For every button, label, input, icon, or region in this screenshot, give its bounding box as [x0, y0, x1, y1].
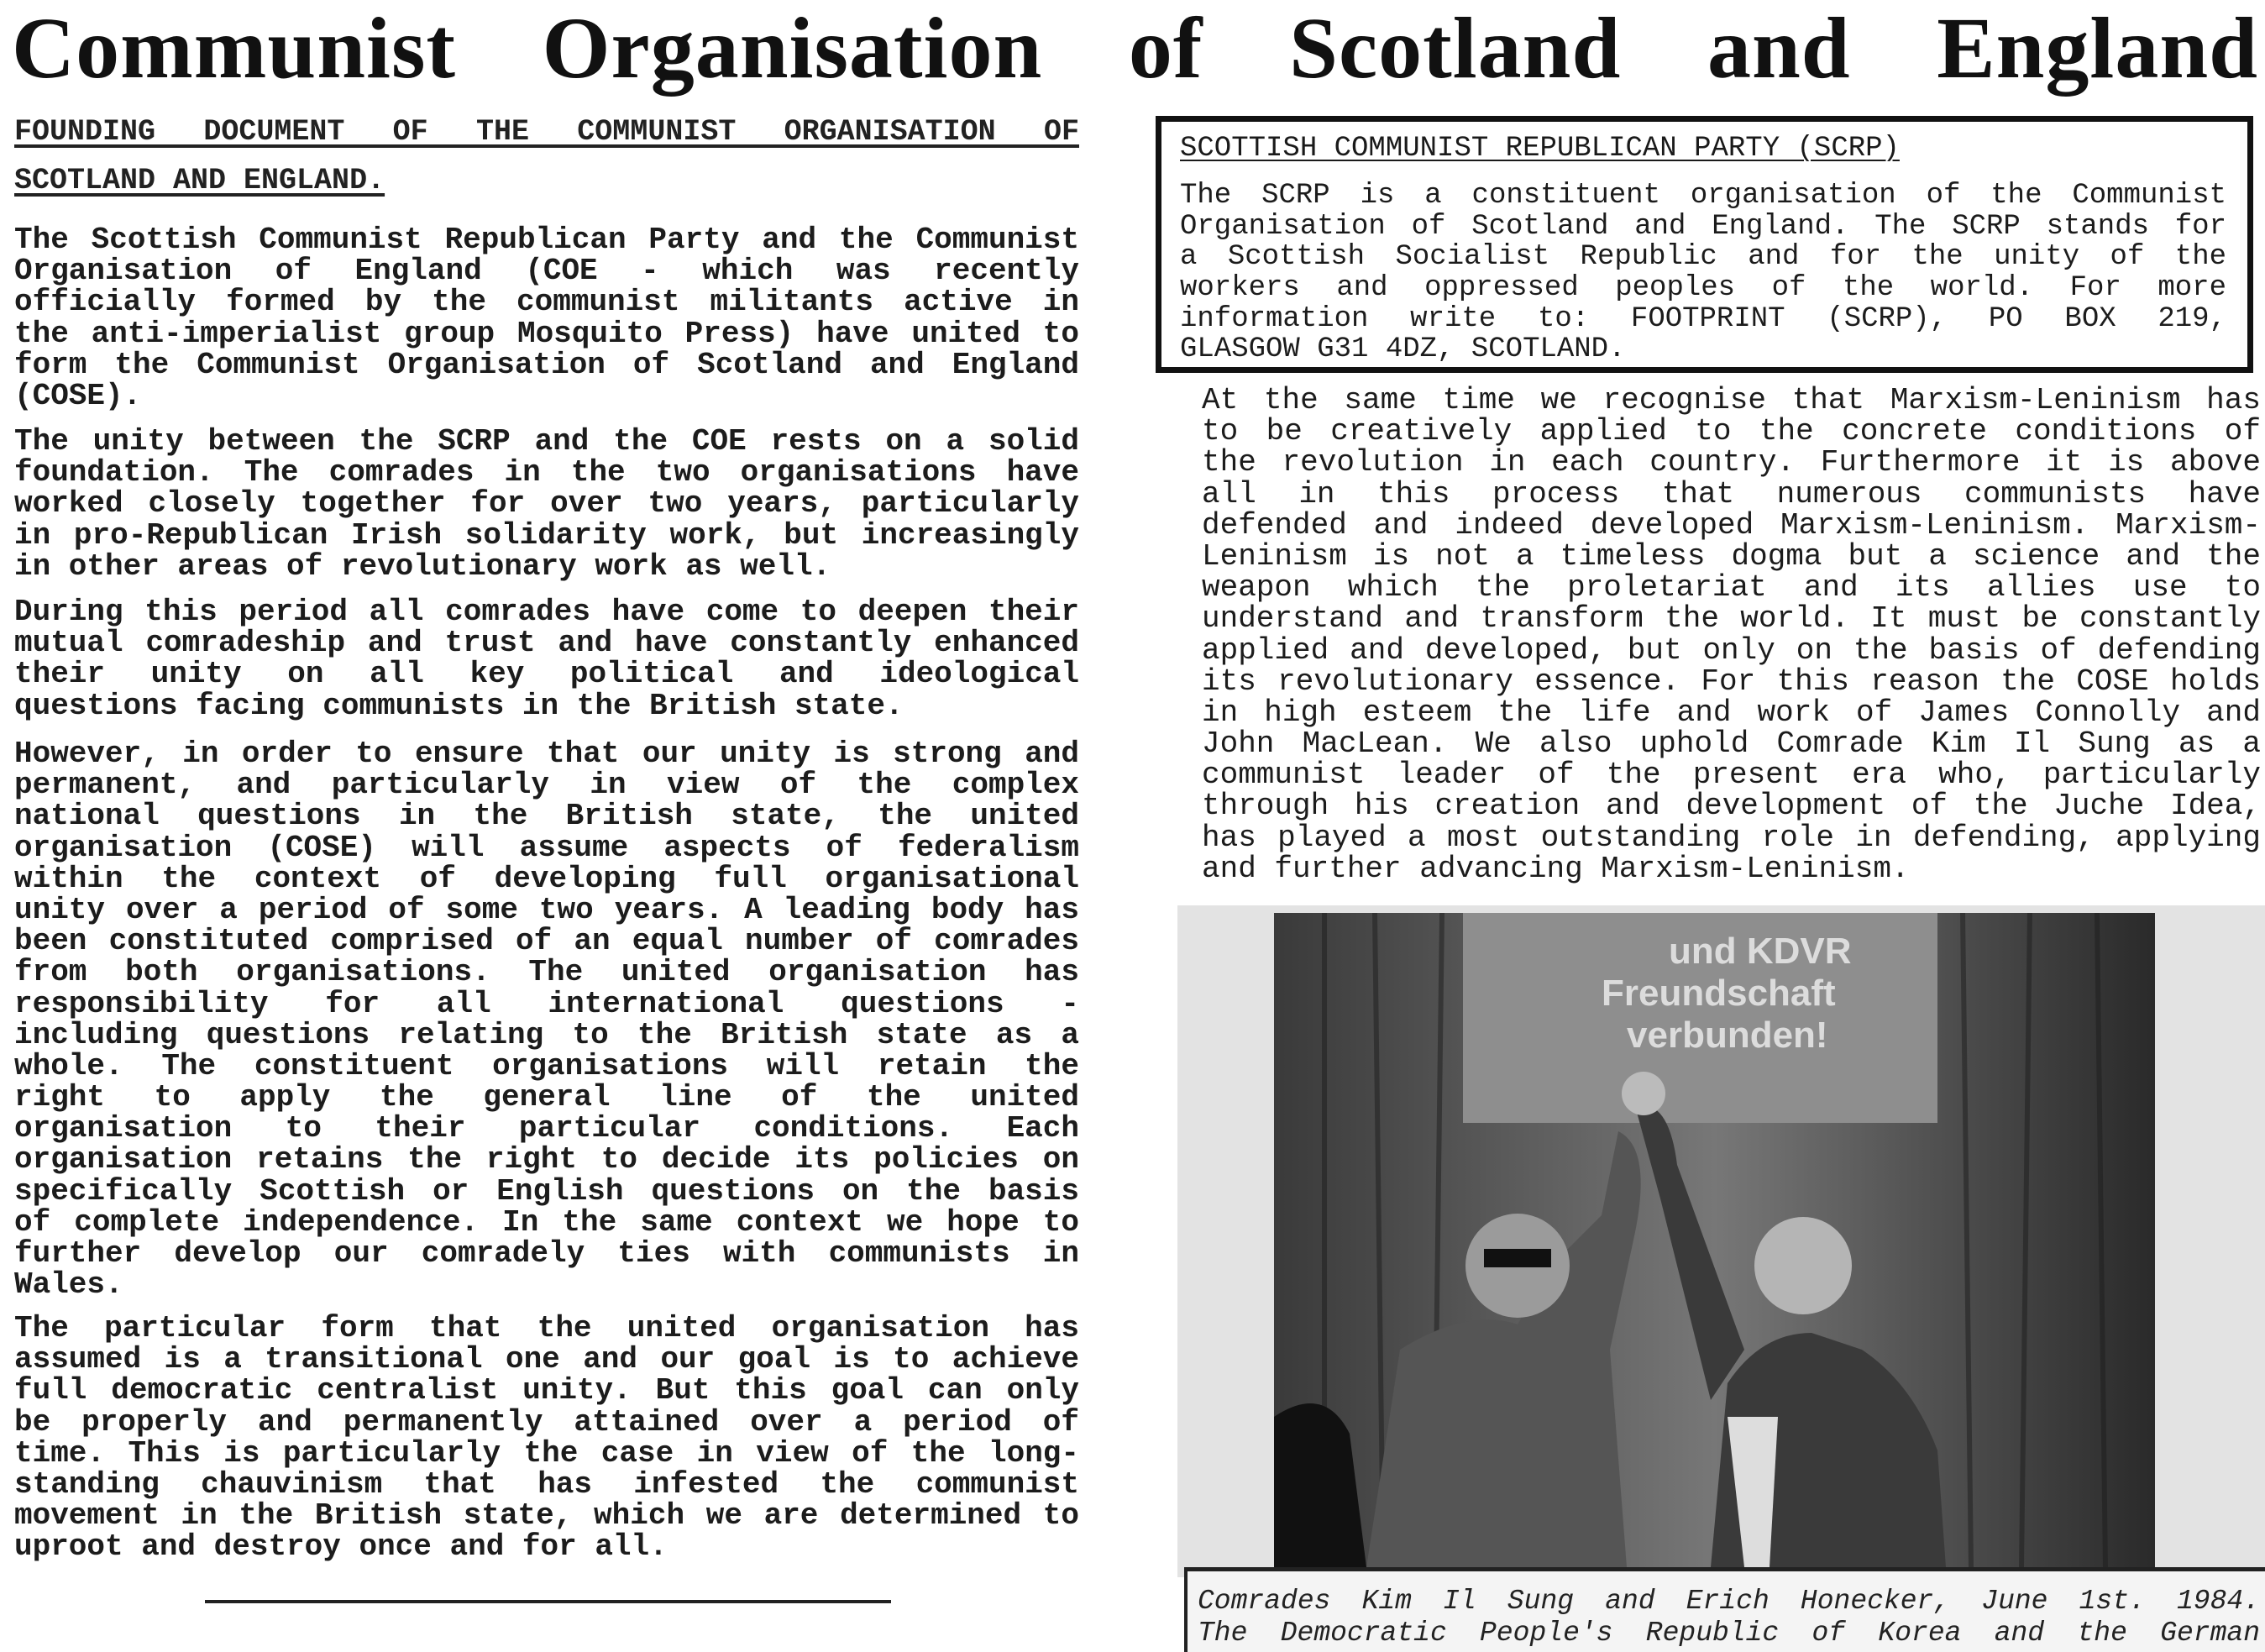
text-line: officially formed by the communist militants active in: [14, 286, 1079, 318]
text-line: to be creatively applied to the concrete conditions of: [1202, 416, 2261, 448]
text-line: worked closely together for over two years, particularly: [14, 488, 1079, 520]
text-line: be properly and permanently attained over a period of: [14, 1406, 1079, 1438]
text-line: Organisation of England (COE - which was recently: [14, 255, 1079, 287]
paragraph: [14, 1313, 1079, 1563]
photo-caption: [1184, 1567, 2265, 1652]
text-line: defended and indeed developed Marxism-Leninism. Marxism-: [1202, 509, 2261, 541]
text-line: and further advancing Marxism-Leninism.: [1202, 852, 1910, 884]
text-line: responsibility for all international questions -: [14, 988, 1079, 1020]
text-line: from both organisations. The united organisation has: [14, 957, 1079, 989]
title-word: England: [1937, 0, 2258, 97]
text-line: right to apply the general line of the united: [14, 1082, 1079, 1114]
page-title: [12, 0, 2258, 97]
text-line: standing chauvinism that has infested the communist: [14, 1468, 1079, 1501]
text-line: weapon which the proletariat and its allies use to: [1202, 572, 2261, 604]
text-line: workers and oppressed peoples of the world. For more: [1180, 273, 2226, 304]
text-line: information write to: FOOTPRINT (SCRP), PO BOX 219,: [1180, 303, 2226, 335]
title-word: and: [1707, 0, 1851, 97]
paragraph: [14, 596, 1079, 721]
text-line: understand and transform the world. It must be constantly: [1202, 603, 2261, 635]
text-line: the revolution in each country. Furthermore it is above: [1202, 447, 2261, 479]
text-line: through his creation and development of the Juche Idea,: [1202, 790, 2261, 822]
text-line: permanent, and particularly in view of the complex: [14, 769, 1079, 801]
text-line: organisation retains the right to decide its policies on: [14, 1144, 1079, 1176]
text-line: Wales.: [14, 1269, 123, 1301]
title-word: of: [1128, 0, 1203, 97]
text-line: unity over a period of some two years. A leading body has: [14, 894, 1079, 926]
text-line: further develop our comradely ties with communists in: [14, 1238, 1079, 1270]
text-line: organisation (COSE) will assume aspects of federalism: [14, 831, 1079, 863]
divider: [205, 1600, 891, 1603]
text-line: including questions relating to the British state as a: [14, 1019, 1079, 1051]
text-line: The particular form that the united organisation has: [14, 1313, 1079, 1345]
text-line: The unity between the SCRP and the COE rests on a solid: [14, 426, 1079, 458]
photograph: [1274, 913, 2155, 1567]
text-line: At the same time we recognise that Marxism-Leninism has: [1202, 385, 2261, 417]
box-text: [1180, 181, 2226, 365]
text-line: John MacLean. We also uphold Comrade Kim Il Sung as a: [1202, 728, 2261, 760]
text-line: the anti-imperialist group Mosquito Press) have united to: [14, 317, 1079, 349]
text-line: specifically Scottish or English questions on the basis: [14, 1175, 1079, 1207]
title-word: Organisation: [542, 0, 1043, 97]
text-line: foundation. The comrades in the two organisations have: [14, 457, 1079, 489]
text-line: communist leader of the present era who, particularly: [1202, 759, 2261, 791]
article-heading: [14, 108, 1079, 205]
text-line: organisation to their particular conditions. Each: [14, 1113, 1079, 1145]
caption-line: Comrades Kim Il Sung and Erich Honecker, June 1st. 1984.: [1198, 1586, 2260, 1617]
text-line: form the Communist Organisation of Scotland and England: [14, 349, 1079, 380]
banner-line: und KDVR: [1669, 931, 1852, 972]
paragraph: [14, 738, 1079, 1300]
text-line: its revolutionary essence. For this reason the COSE holds: [1202, 665, 2261, 697]
text-line: mutual comradeship and trust and have constantly enhanced: [14, 627, 1079, 659]
heading-line: SCOTLAND AND ENGLAND.: [14, 164, 385, 197]
text-line: been constituted comprised of an equal number of comrades: [14, 926, 1079, 957]
banner-line: Freundschaft: [1602, 973, 1836, 1014]
text-line: full democratic centralist unity. But this goal can only: [14, 1375, 1079, 1407]
text-line: movement in the British state, which we are determined to: [14, 1500, 1079, 1532]
right-column: [1202, 385, 2261, 884]
text-line: applied and developed, but only on the basis of defending: [1202, 634, 2261, 666]
text-line: assumed is a transitional one and our goal is to achieve: [14, 1344, 1079, 1376]
box-heading: SCOTTISH COMMUNIST REPUBLICAN PARTY (SCRP): [1180, 133, 1900, 165]
text-line: national questions in the British state, the united: [14, 800, 1079, 832]
paragraph: [14, 426, 1079, 582]
text-line: within the context of developing full organisational: [14, 863, 1079, 894]
text-line: their unity on all key political and ideological: [14, 658, 1079, 690]
text-line: Organisation of Scotland and England. The SCRP stands for: [1180, 211, 2226, 243]
text-line: (COSE).: [14, 380, 142, 412]
text-line: in other areas of revolutionary work as well.: [14, 550, 831, 582]
caption-line: The Democratic People's Republic of Korea and the German: [1198, 1618, 2260, 1649]
text-line: GLASGOW G31 4DZ, SCOTLAND.: [1180, 334, 1626, 366]
text-line: However, in order to ensure that our unity is strong and: [14, 738, 1079, 770]
text-line: a Scottish Socialist Republic and for the unity of the: [1180, 242, 2226, 274]
text-line: The SCRP is a constituent organisation of the Communist: [1180, 181, 2226, 212]
text-line: whole. The constituent organisations will retain the: [14, 1050, 1079, 1083]
text-line: The Scottish Communist Republican Party and the Communist: [14, 224, 1079, 256]
scrp-info-box: [1156, 116, 2253, 373]
title-word: Communist: [12, 0, 457, 97]
text-line: has played a most outstanding role in defending, applying: [1202, 821, 2261, 853]
photo-area: [1177, 905, 2265, 1577]
text-line: of complete independence. In the same context we hope to: [14, 1206, 1079, 1238]
heading-line: FOUNDING DOCUMENT OF THE COMMUNIST ORGANISATION OF: [14, 115, 1079, 149]
text-line: all in this process that numerous communists have: [1202, 478, 2261, 510]
text-line: uproot and destroy once and for all.: [14, 1531, 668, 1563]
paragraph: [14, 224, 1079, 412]
title-word: Scotland: [1289, 0, 1622, 97]
text-line: in high esteem the life and work of James Connolly and: [1202, 696, 2261, 729]
text-line: During this period all comrades have come to deepen their: [14, 596, 1079, 628]
text-line: in pro-Republican Irish solidarity work, but increasingly: [14, 519, 1079, 551]
banner-line: verbunden!: [1627, 1015, 1828, 1056]
text-line: questions facing communists in the British state.: [14, 690, 904, 721]
text-line: Leninism is not a timeless dogma but a science and the: [1202, 540, 2261, 573]
text-line: time. This is particularly the case in view of the long-: [14, 1437, 1079, 1469]
